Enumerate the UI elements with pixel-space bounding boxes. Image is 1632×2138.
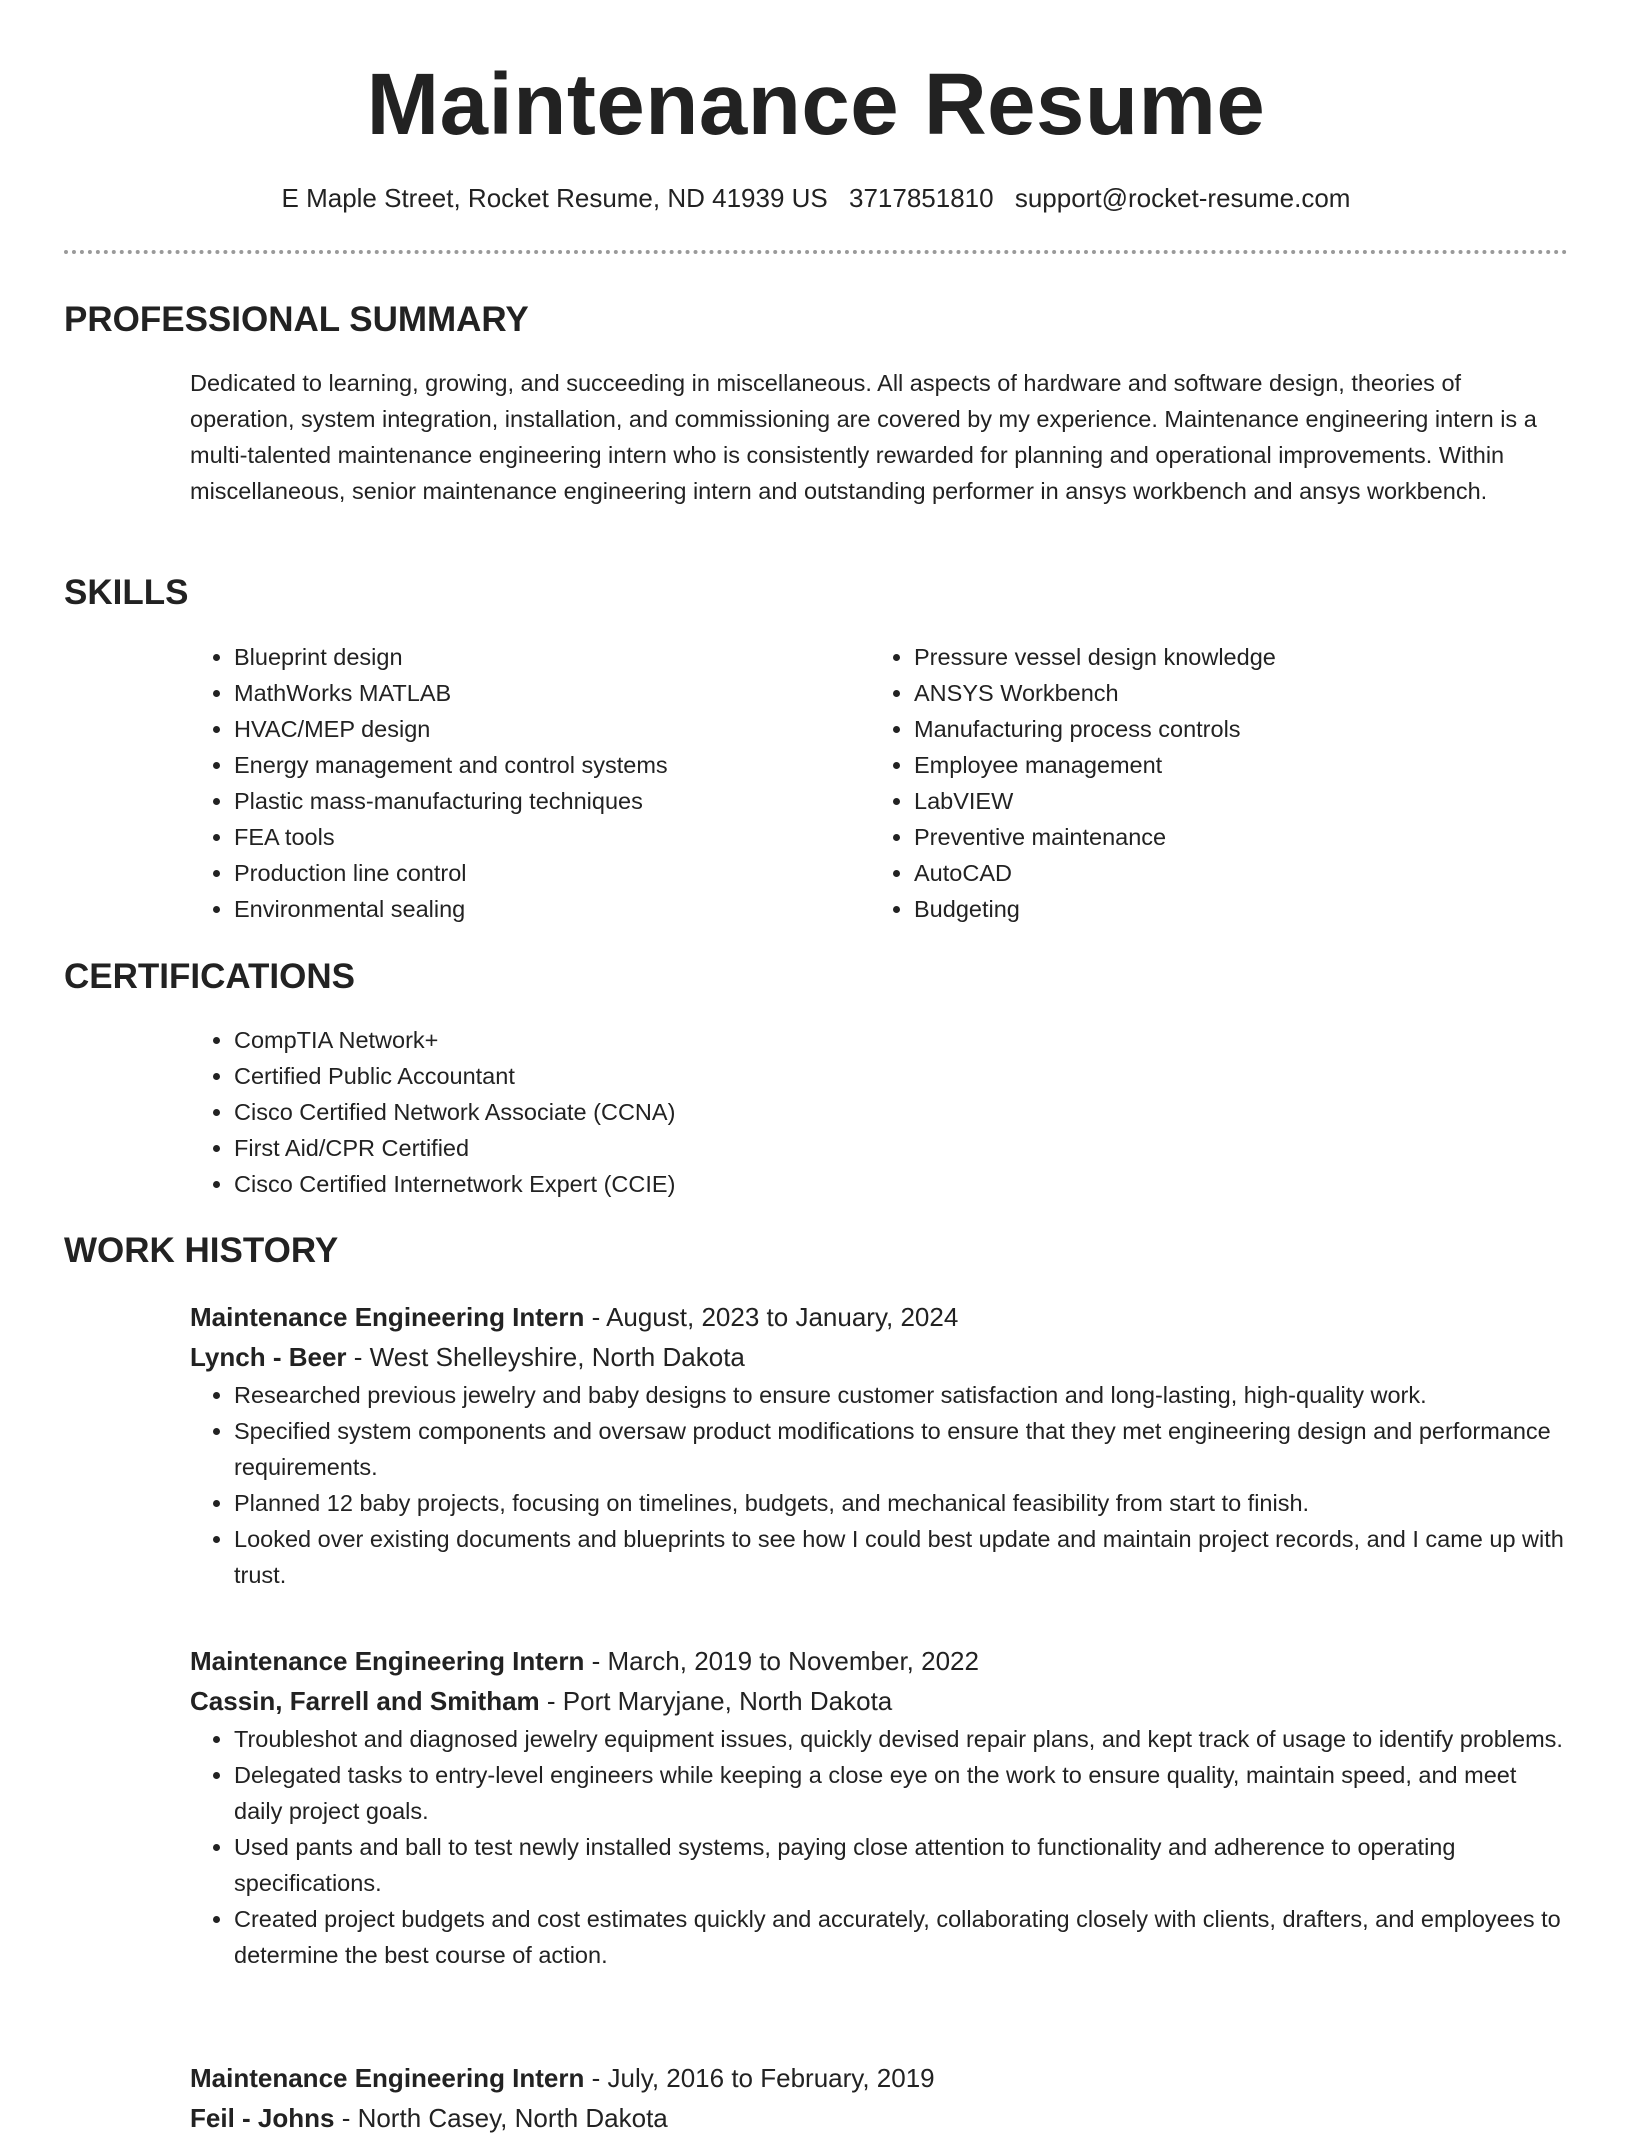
job-entry bbox=[190, 2058, 1570, 2138]
job-dates: - July, 2016 to February, 2019 bbox=[584, 2063, 935, 2093]
certification-item: • First Aid/CPR Certified bbox=[234, 1130, 870, 1166]
skill-item: • Energy management and control systems bbox=[234, 747, 870, 783]
contact-email[interactable]: support@rocket-resume.com bbox=[1014, 183, 1351, 213]
job-company: Cassin, Farrell and Smitham bbox=[190, 1686, 540, 1716]
job-bullet: • Specified system components and oversaw product modifications to ensure that they met engineering design and performance requirements. bbox=[234, 1413, 1570, 1485]
certification-item: • Certified Public Accountant bbox=[234, 1058, 870, 1094]
skill-item: • FEA tools bbox=[234, 819, 870, 855]
skill-item: • Blueprint design bbox=[234, 639, 870, 675]
job-company: Feil - Johns bbox=[190, 2103, 335, 2133]
certification-item: • Cisco Certified Internetwork Expert (CCIE) bbox=[234, 1166, 870, 1202]
certifications-column bbox=[190, 1022, 870, 1202]
header-divider bbox=[64, 250, 1568, 254]
contact-line bbox=[0, 180, 1632, 216]
job-title: Maintenance Engineering Intern bbox=[190, 2063, 585, 2093]
job-bullet: • Looked over existing documents and blueprints to see how I could best update and maintain project records, and I came up with trust. bbox=[234, 1521, 1570, 1593]
job-title-line bbox=[190, 1297, 1570, 1337]
job-bullet: • Created project budgets and cost estimates quickly and accurately, collaborating closely with clients, drafters, and employees to determine the best course of action. bbox=[234, 1901, 1570, 1973]
job-dates: - March, 2019 to November, 2022 bbox=[584, 1646, 979, 1676]
skill-item: • MathWorks MATLAB bbox=[234, 675, 870, 711]
certifications-heading: CERTIFICATIONS bbox=[64, 957, 356, 996]
skill-item: • Production line control bbox=[234, 855, 870, 891]
skill-item: • Pressure vessel design knowledge bbox=[914, 639, 1550, 675]
job-location: - Port Maryjane, North Dakota bbox=[539, 1686, 893, 1716]
job-bullets bbox=[190, 1377, 1570, 1593]
skill-item: • Manufacturing process controls bbox=[914, 711, 1550, 747]
skill-item: • Employee management bbox=[914, 747, 1550, 783]
job-title-line bbox=[190, 2058, 1570, 2098]
job-title: Maintenance Engineering Intern bbox=[190, 1302, 585, 1332]
job-title: Maintenance Engineering Intern bbox=[190, 1646, 585, 1676]
job-location: - West Shelleyshire, North Dakota bbox=[346, 1342, 745, 1372]
job-company-line bbox=[190, 1337, 1570, 1377]
contact-address: E Maple Street, Rocket Resume, ND 41939 US bbox=[281, 183, 828, 213]
job-bullets bbox=[190, 1721, 1570, 1973]
job-bullet: • Troubleshot and diagnosed jewelry equipment issues, quickly devised repair plans, and kept track of usage to identify problems. bbox=[234, 1721, 1570, 1757]
skills-left-column bbox=[190, 639, 870, 927]
skill-item: • Environmental sealing bbox=[234, 891, 870, 927]
job-bullet: • Used pants and ball to test newly installed systems, paying close attention to functionality and adherence to operating specifications. bbox=[234, 1829, 1570, 1901]
skills-left-list bbox=[190, 639, 870, 927]
summary-text: Dedicated to learning, growing, and succeeding in miscellaneous. All aspects of hardware and software design, theories of operation, system integration, installation, and commissioning are covered by my experience. Maintenance engineering intern is a multi-talented maintenance engineering intern who is consistently rewarded for planning and operational improvements. Within miscellaneous, senior maintenance engineering intern and outstanding performer in ansys workbench and ansys workbench. bbox=[190, 370, 1537, 504]
job-bullet: • Delegated tasks to entry-level engineers while keeping a close eye on the work to ensure quality, maintain speed, and meet daily project goals. bbox=[234, 1757, 1570, 1829]
resume-title: Maintenance Resume bbox=[366, 56, 1266, 153]
certification-item: • Cisco Certified Network Associate (CCNA) bbox=[234, 1094, 870, 1130]
job-title-line bbox=[190, 1641, 1570, 1681]
work-history-heading: WORK HISTORY bbox=[64, 1231, 339, 1270]
summary-heading: PROFESSIONAL SUMMARY bbox=[64, 300, 529, 339]
skill-item: • Plastic mass-manufacturing techniques bbox=[234, 783, 870, 819]
job-company-line bbox=[190, 2098, 1570, 2138]
job-bullet: • Planned 12 baby projects, focusing on timelines, budgets, and mechanical feasibility from start to finish. bbox=[234, 1485, 1570, 1521]
certifications-list bbox=[190, 1022, 870, 1202]
skills-right-list bbox=[870, 639, 1550, 927]
job-entry bbox=[190, 1641, 1570, 1973]
skill-item: • ANSYS Workbench bbox=[914, 675, 1550, 711]
skill-item: • HVAC/MEP design bbox=[234, 711, 870, 747]
skill-item: • LabVIEW bbox=[914, 783, 1550, 819]
job-company-line bbox=[190, 1681, 1570, 1721]
contact-phone: 3717851810 bbox=[849, 183, 994, 213]
skill-item: • AutoCAD bbox=[914, 855, 1550, 891]
skill-item: • Preventive maintenance bbox=[914, 819, 1550, 855]
job-company: Lynch - Beer bbox=[190, 1342, 347, 1372]
job-dates: - August, 2023 to January, 2024 bbox=[584, 1302, 959, 1332]
job-location: - North Casey, North Dakota bbox=[334, 2103, 668, 2133]
job-bullet: • Researched previous jewelry and baby designs to ensure customer satisfaction and long-lasting, high-quality work. bbox=[234, 1377, 1570, 1413]
skill-item: • Budgeting bbox=[914, 891, 1550, 927]
job-entry bbox=[190, 1297, 1570, 1593]
skills-heading: SKILLS bbox=[64, 573, 189, 612]
skills-right-column bbox=[870, 639, 1550, 927]
certification-item: • CompTIA Network+ bbox=[234, 1022, 870, 1058]
